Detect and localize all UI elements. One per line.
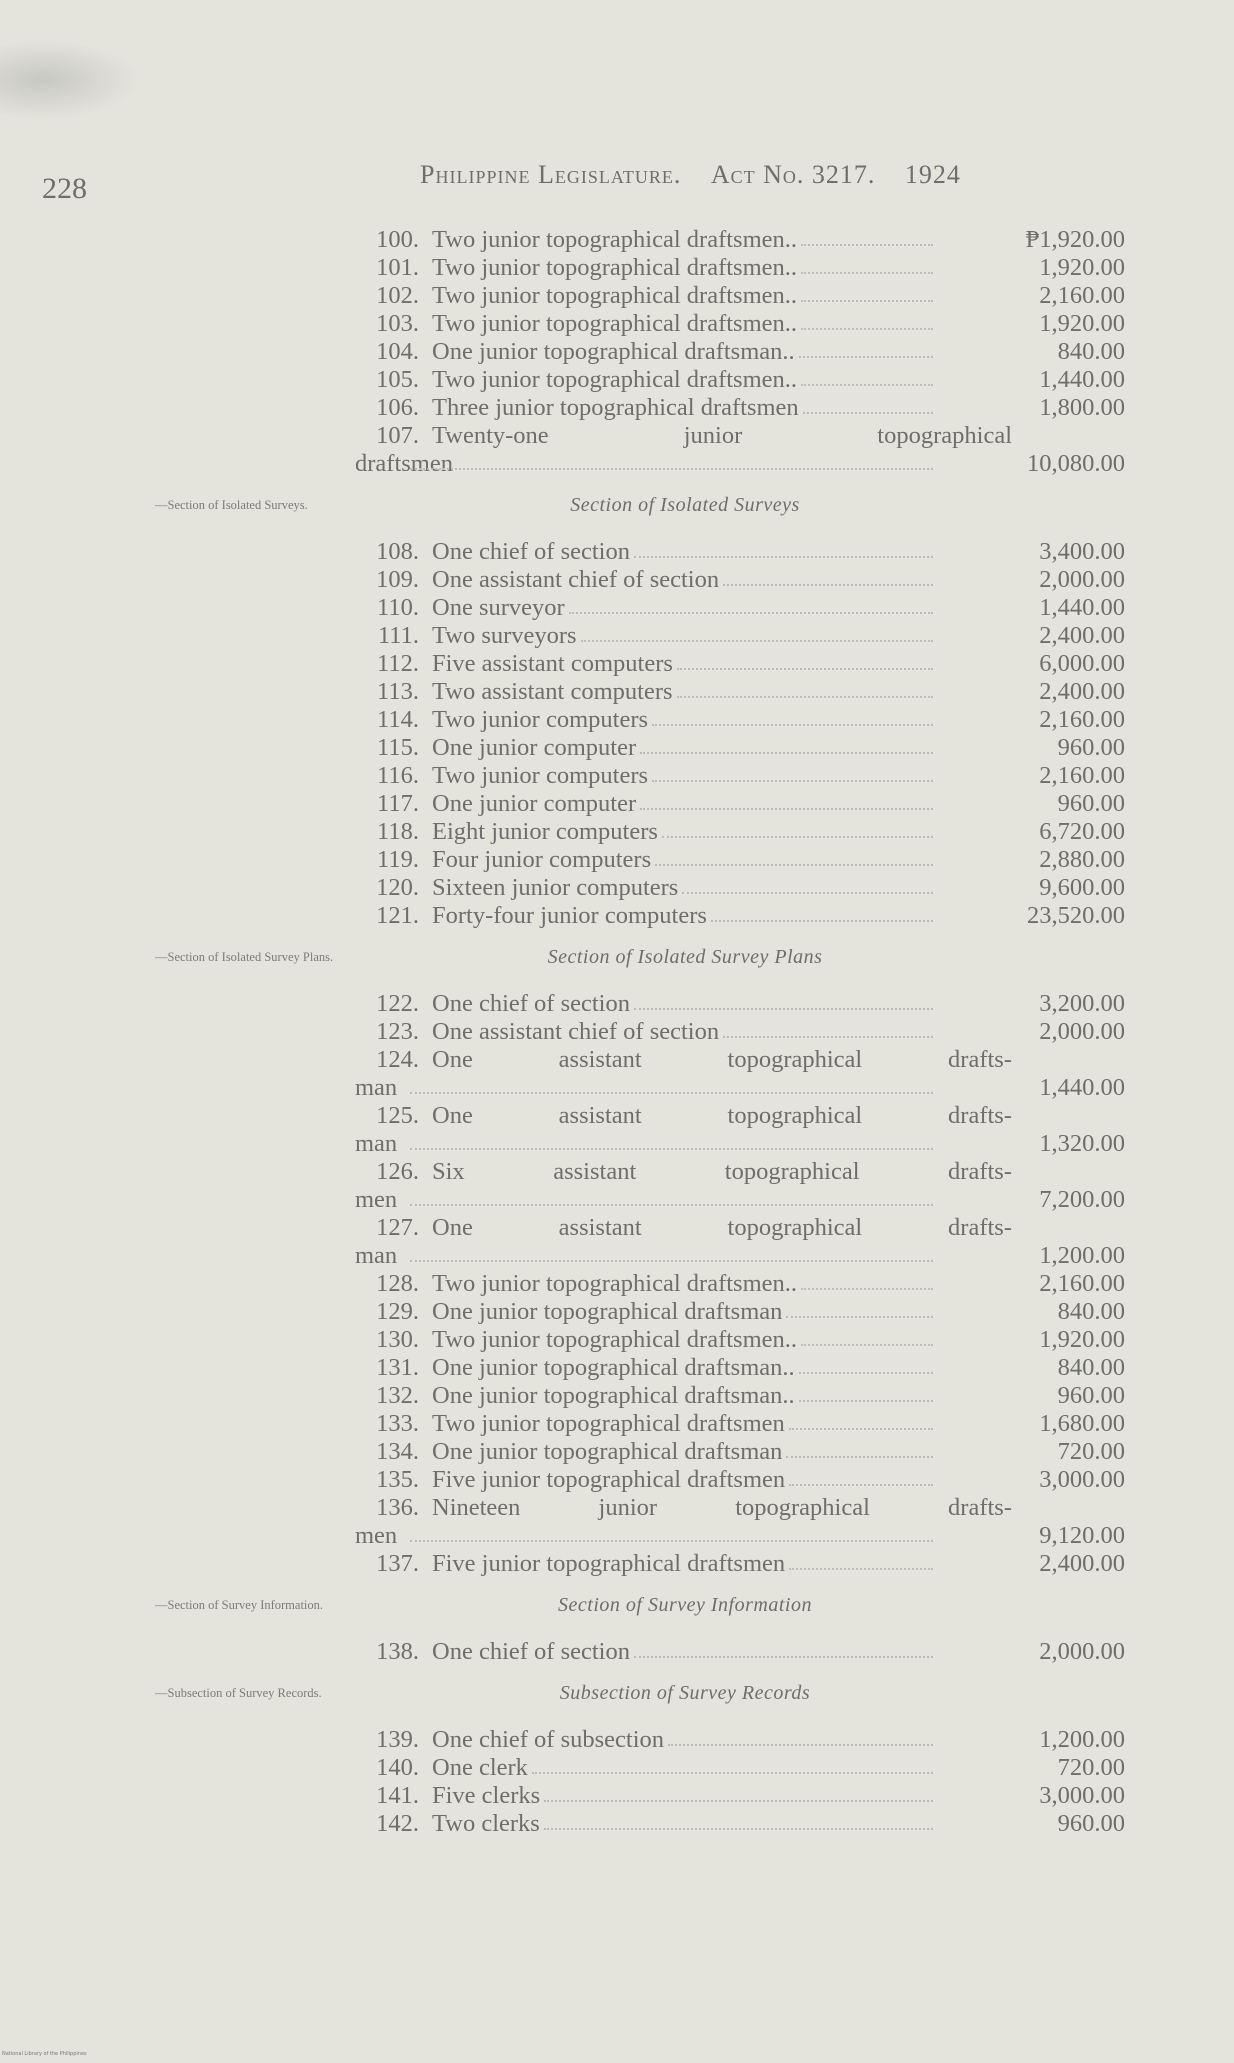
footer-tag: National Library of the Philippines [2, 2051, 87, 2057]
running-head-year: 1924 [904, 160, 961, 189]
line-item [355, 790, 1125, 818]
dot-leader [682, 892, 933, 894]
dot-leader [799, 1400, 933, 1402]
dot-leader [677, 696, 933, 698]
item-description: Six assistant topographical drafts- [432, 1158, 1012, 1185]
item-description: Two junior topographical draftsmen [432, 1410, 785, 1437]
line-item [355, 678, 1125, 706]
line-item [355, 874, 1125, 902]
dot-leader [634, 1656, 933, 1658]
item-description: Two clerks [432, 1810, 540, 1837]
item-description: Two junior topographical draftsmen.. [432, 282, 798, 309]
item-description: Three junior topographical draftsmen [432, 394, 799, 421]
line-item [355, 310, 1125, 338]
item-amount: 1,440.00 [1039, 594, 1125, 621]
line-item [355, 1102, 1125, 1158]
item-description: One junior topographical draftsman.. [432, 1354, 795, 1381]
item-amount: 1,320.00 [1039, 1130, 1125, 1157]
line-item [355, 1810, 1125, 1838]
line-item [355, 254, 1125, 282]
dot-leader [544, 1828, 933, 1830]
item-description: Eight junior computers [432, 818, 658, 845]
line-item [355, 594, 1125, 622]
item-amount: 960.00 [1057, 790, 1125, 817]
dot-leader [789, 1568, 933, 1570]
dot-leader [723, 1036, 933, 1038]
item-amount: 10,080.00 [1027, 450, 1125, 477]
item-amount: 2,000.00 [1039, 1018, 1125, 1045]
line-item [355, 650, 1125, 678]
item-number: 142. [376, 1810, 419, 1837]
item-description: Two junior topographical draftsmen.. [432, 226, 798, 253]
line-item [355, 338, 1125, 366]
item-description: Twenty-one junior topographical [432, 422, 1012, 449]
item-number: 132. [376, 1382, 419, 1409]
item-description: Five junior topographical draftsmen [432, 1466, 786, 1493]
item-amount: 1,680.00 [1039, 1410, 1125, 1437]
dot-leader [532, 1772, 933, 1774]
item-amount: 1,440.00 [1039, 366, 1125, 393]
line-item [355, 1326, 1125, 1354]
page-smudge [0, 40, 140, 120]
item-amount: 23,520.00 [1027, 902, 1125, 929]
item-amount: 3,000.00 [1039, 1782, 1125, 1809]
item-number: 101. [376, 254, 419, 281]
line-item [355, 734, 1125, 762]
item-description: One junior topographical draftsman [432, 1298, 783, 1325]
running-head [420, 160, 961, 190]
item-amount: 2,000.00 [1039, 1638, 1125, 1665]
item-number: 106. [376, 394, 419, 421]
line-item [355, 990, 1125, 1018]
line-item [355, 1270, 1125, 1298]
item-number: 130. [376, 1326, 419, 1353]
dot-leader [410, 468, 933, 470]
item-number: 104. [376, 338, 419, 365]
line-item [355, 846, 1125, 874]
item-amount: 720.00 [1057, 1438, 1125, 1465]
item-description: One junior computer [432, 790, 637, 817]
item-number: 111. [377, 622, 419, 649]
dot-leader [801, 244, 933, 246]
item-description: One assistant chief of section [432, 566, 720, 593]
item-amount: 2,160.00 [1039, 706, 1125, 733]
item-description-continued: man [355, 1130, 398, 1157]
item-amount: 2,400.00 [1039, 622, 1125, 649]
item-description: One clerk [432, 1754, 528, 1781]
dot-leader [803, 412, 933, 414]
item-description-continued: men [355, 1522, 398, 1549]
item-description: One chief of section [432, 990, 630, 1017]
item-number: 105. [376, 366, 419, 393]
dot-leader [789, 1484, 933, 1486]
item-amount: 1,920.00 [1039, 1326, 1125, 1353]
item-description: One assistant topographical drafts- [432, 1046, 1012, 1073]
item-number: 125. [376, 1102, 419, 1129]
item-amount: 6,720.00 [1039, 818, 1125, 845]
item-amount: 840.00 [1057, 1298, 1125, 1325]
item-amount: 1,920.00 [1039, 254, 1125, 281]
line-item [355, 1550, 1125, 1578]
line-item [355, 566, 1125, 594]
item-description: One chief of section [432, 538, 630, 565]
item-amount: 3,200.00 [1039, 990, 1125, 1017]
section-heading: Subsection of Survey Records [559, 1682, 811, 1704]
item-description: Five clerks [432, 1782, 541, 1809]
item-amount: 6,000.00 [1039, 650, 1125, 677]
margin-note: —Subsection of Survey Records. [155, 1686, 322, 1700]
dot-leader [410, 1540, 933, 1542]
line-item [355, 1410, 1125, 1438]
line-item [355, 1382, 1125, 1410]
line-item [355, 902, 1125, 930]
item-description: One assistant topographical drafts- [432, 1102, 1012, 1129]
line-item [355, 1782, 1125, 1810]
item-number: 133. [376, 1410, 419, 1437]
dot-leader [410, 1204, 933, 1206]
item-number: 108. [376, 538, 419, 565]
dot-leader [652, 780, 933, 782]
item-description: Two junior topographical draftsmen.. [432, 310, 798, 337]
item-number: 115. [377, 734, 419, 761]
item-description: Four junior computers [432, 846, 652, 873]
item-number: 119. [377, 846, 419, 873]
dot-leader [634, 556, 933, 558]
item-amount: 9,120.00 [1039, 1522, 1125, 1549]
item-description-continued: man [355, 1242, 398, 1269]
item-number: 107. [376, 422, 419, 449]
item-number: 109. [376, 566, 419, 593]
item-description-continued: man [355, 1074, 398, 1101]
item-amount: 840.00 [1057, 338, 1125, 365]
item-number: 134. [376, 1438, 419, 1465]
dot-leader [789, 1428, 933, 1430]
dot-leader [581, 640, 933, 642]
dot-leader [652, 724, 933, 726]
dot-leader [786, 1316, 933, 1318]
item-amount: 9,600.00 [1039, 874, 1125, 901]
item-amount: 1,800.00 [1039, 394, 1125, 421]
item-number: 118. [377, 818, 419, 845]
dot-leader [801, 328, 933, 330]
dot-leader [640, 808, 933, 810]
item-amount: 2,160.00 [1039, 1270, 1125, 1297]
line-item [355, 226, 1125, 254]
item-number: 126. [376, 1158, 419, 1185]
item-number: 112. [377, 650, 419, 677]
line-item [355, 1298, 1125, 1326]
dot-leader [569, 612, 933, 614]
item-number: 116. [377, 762, 419, 789]
item-number: 117. [377, 790, 419, 817]
item-description-continued: draftsmen [355, 450, 453, 477]
item-amount: 2,400.00 [1039, 678, 1125, 705]
dot-leader [410, 1092, 933, 1094]
line-item [355, 1466, 1125, 1494]
item-number: 120. [376, 874, 419, 901]
item-description: One junior topographical draftsman.. [432, 1382, 795, 1409]
item-number: 131. [376, 1354, 419, 1381]
item-number: 102. [376, 282, 419, 309]
line-item [355, 422, 1125, 478]
item-amount: 7,200.00 [1039, 1186, 1125, 1213]
dot-leader [723, 584, 933, 586]
item-number: 135. [376, 1466, 419, 1493]
item-number: 139. [376, 1726, 419, 1753]
section-heading: Section of Survey Information [558, 1594, 812, 1616]
item-number: 124. [376, 1046, 419, 1073]
margin-note: —Section of Isolated Survey Plans. [155, 950, 334, 964]
item-description: Two junior computers [432, 706, 649, 733]
item-description: One junior topographical draftsman.. [432, 338, 795, 365]
line-item [355, 394, 1125, 422]
item-amount: 960.00 [1057, 1810, 1125, 1837]
item-description: Two junior computers [432, 762, 649, 789]
section-heading: Section of Isolated Surveys [570, 494, 800, 516]
item-description: Two junior topographical draftsmen.. [432, 1326, 798, 1353]
item-amount: 720.00 [1057, 1754, 1125, 1781]
dot-leader [677, 668, 933, 670]
dot-leader [668, 1744, 933, 1746]
dot-leader [786, 1456, 933, 1458]
line-item [355, 1754, 1125, 1782]
item-number: 138. [376, 1638, 419, 1665]
item-amount: 1,920.00 [1039, 310, 1125, 337]
item-number: 127. [376, 1214, 419, 1241]
line-item [355, 538, 1125, 566]
item-number: 100. [376, 226, 419, 253]
dot-leader [801, 1288, 933, 1290]
dot-leader [801, 272, 933, 274]
margin-note: —Section of Isolated Surveys. [155, 498, 308, 512]
dot-leader [801, 300, 933, 302]
line-item [355, 1046, 1125, 1102]
line-item [355, 1494, 1125, 1550]
line-item [355, 1726, 1125, 1754]
item-description: Forty-four junior computers [432, 902, 707, 929]
line-item [355, 1638, 1125, 1666]
item-amount: 2,160.00 [1039, 282, 1125, 309]
item-number: 110. [377, 594, 419, 621]
item-number: 113. [377, 678, 419, 705]
dot-leader [799, 1372, 933, 1374]
item-number: 122. [376, 990, 419, 1017]
line-item [355, 1438, 1125, 1466]
margin-note: —Section of Survey Information. [155, 1598, 324, 1612]
line-item [355, 706, 1125, 734]
line-item [355, 762, 1125, 790]
item-amount: ₱1,920.00 [1025, 226, 1125, 253]
dot-leader [799, 356, 933, 358]
item-amount: 2,400.00 [1039, 1550, 1125, 1577]
item-amount: 1,200.00 [1039, 1726, 1125, 1753]
item-number: 123. [376, 1018, 419, 1045]
item-number: 121. [376, 902, 419, 929]
item-number: 129. [376, 1298, 419, 1325]
item-description: One junior topographical draftsman [432, 1438, 783, 1465]
item-amount: 2,000.00 [1039, 566, 1125, 593]
item-amount: 960.00 [1057, 734, 1125, 761]
item-description: One surveyor [432, 594, 565, 621]
item-amount: 3,400.00 [1039, 538, 1125, 565]
item-description-continued: men [355, 1186, 398, 1213]
item-description: One assistant chief of section [432, 1018, 720, 1045]
item-description: Two junior topographical draftsmen.. [432, 366, 798, 393]
item-amount: 840.00 [1057, 1354, 1125, 1381]
dot-leader [801, 384, 933, 386]
dot-leader [634, 1008, 933, 1010]
line-item [355, 1158, 1125, 1214]
running-head-title: Philippine Legislature. [420, 160, 682, 189]
item-description: Two assistant computers [432, 678, 673, 705]
item-description: Five junior topographical draftsmen [432, 1550, 786, 1577]
item-number: 128. [376, 1270, 419, 1297]
running-head-act: Act No. 3217. [710, 160, 876, 189]
item-number: 141. [376, 1782, 419, 1809]
line-item [355, 1354, 1125, 1382]
item-description: One junior computer [432, 734, 637, 761]
line-item [355, 366, 1125, 394]
item-amount: 1,440.00 [1039, 1074, 1125, 1101]
dot-leader [662, 836, 933, 838]
line-item [355, 818, 1125, 846]
item-number: 114. [377, 706, 419, 733]
item-description: One chief of section [432, 1638, 630, 1665]
line-item [355, 1214, 1125, 1270]
item-description: Sixteen junior computers [432, 874, 679, 901]
page-number: 228 [42, 172, 87, 205]
item-description: Two junior topographical draftsmen.. [432, 254, 798, 281]
item-description: Two surveyors [432, 622, 577, 649]
item-description: Nineteen junior topographical drafts- [432, 1494, 1012, 1521]
item-number: 103. [376, 310, 419, 337]
line-item [355, 622, 1125, 650]
dot-leader [711, 920, 933, 922]
line-item [355, 282, 1125, 310]
item-amount: 3,000.00 [1039, 1466, 1125, 1493]
dot-leader [801, 1344, 933, 1346]
dot-leader [655, 864, 933, 866]
dot-leader [640, 752, 933, 754]
item-description: One assistant topographical drafts- [432, 1214, 1012, 1241]
line-item [355, 1018, 1125, 1046]
item-description: One chief of subsection [432, 1726, 664, 1753]
item-amount: 2,160.00 [1039, 762, 1125, 789]
item-amount: 960.00 [1057, 1382, 1125, 1409]
item-number: 136. [376, 1494, 419, 1521]
dot-leader [544, 1800, 933, 1802]
item-number: 137. [376, 1550, 419, 1577]
item-description: Five assistant computers [432, 650, 673, 677]
dot-leader [410, 1148, 933, 1150]
section-heading: Section of Isolated Survey Plans [547, 946, 823, 968]
item-number: 140. [376, 1754, 419, 1781]
item-amount: 2,880.00 [1039, 846, 1125, 873]
dot-leader [410, 1260, 933, 1262]
item-amount: 1,200.00 [1039, 1242, 1125, 1269]
item-description: Two junior topographical draftsmen.. [432, 1270, 798, 1297]
